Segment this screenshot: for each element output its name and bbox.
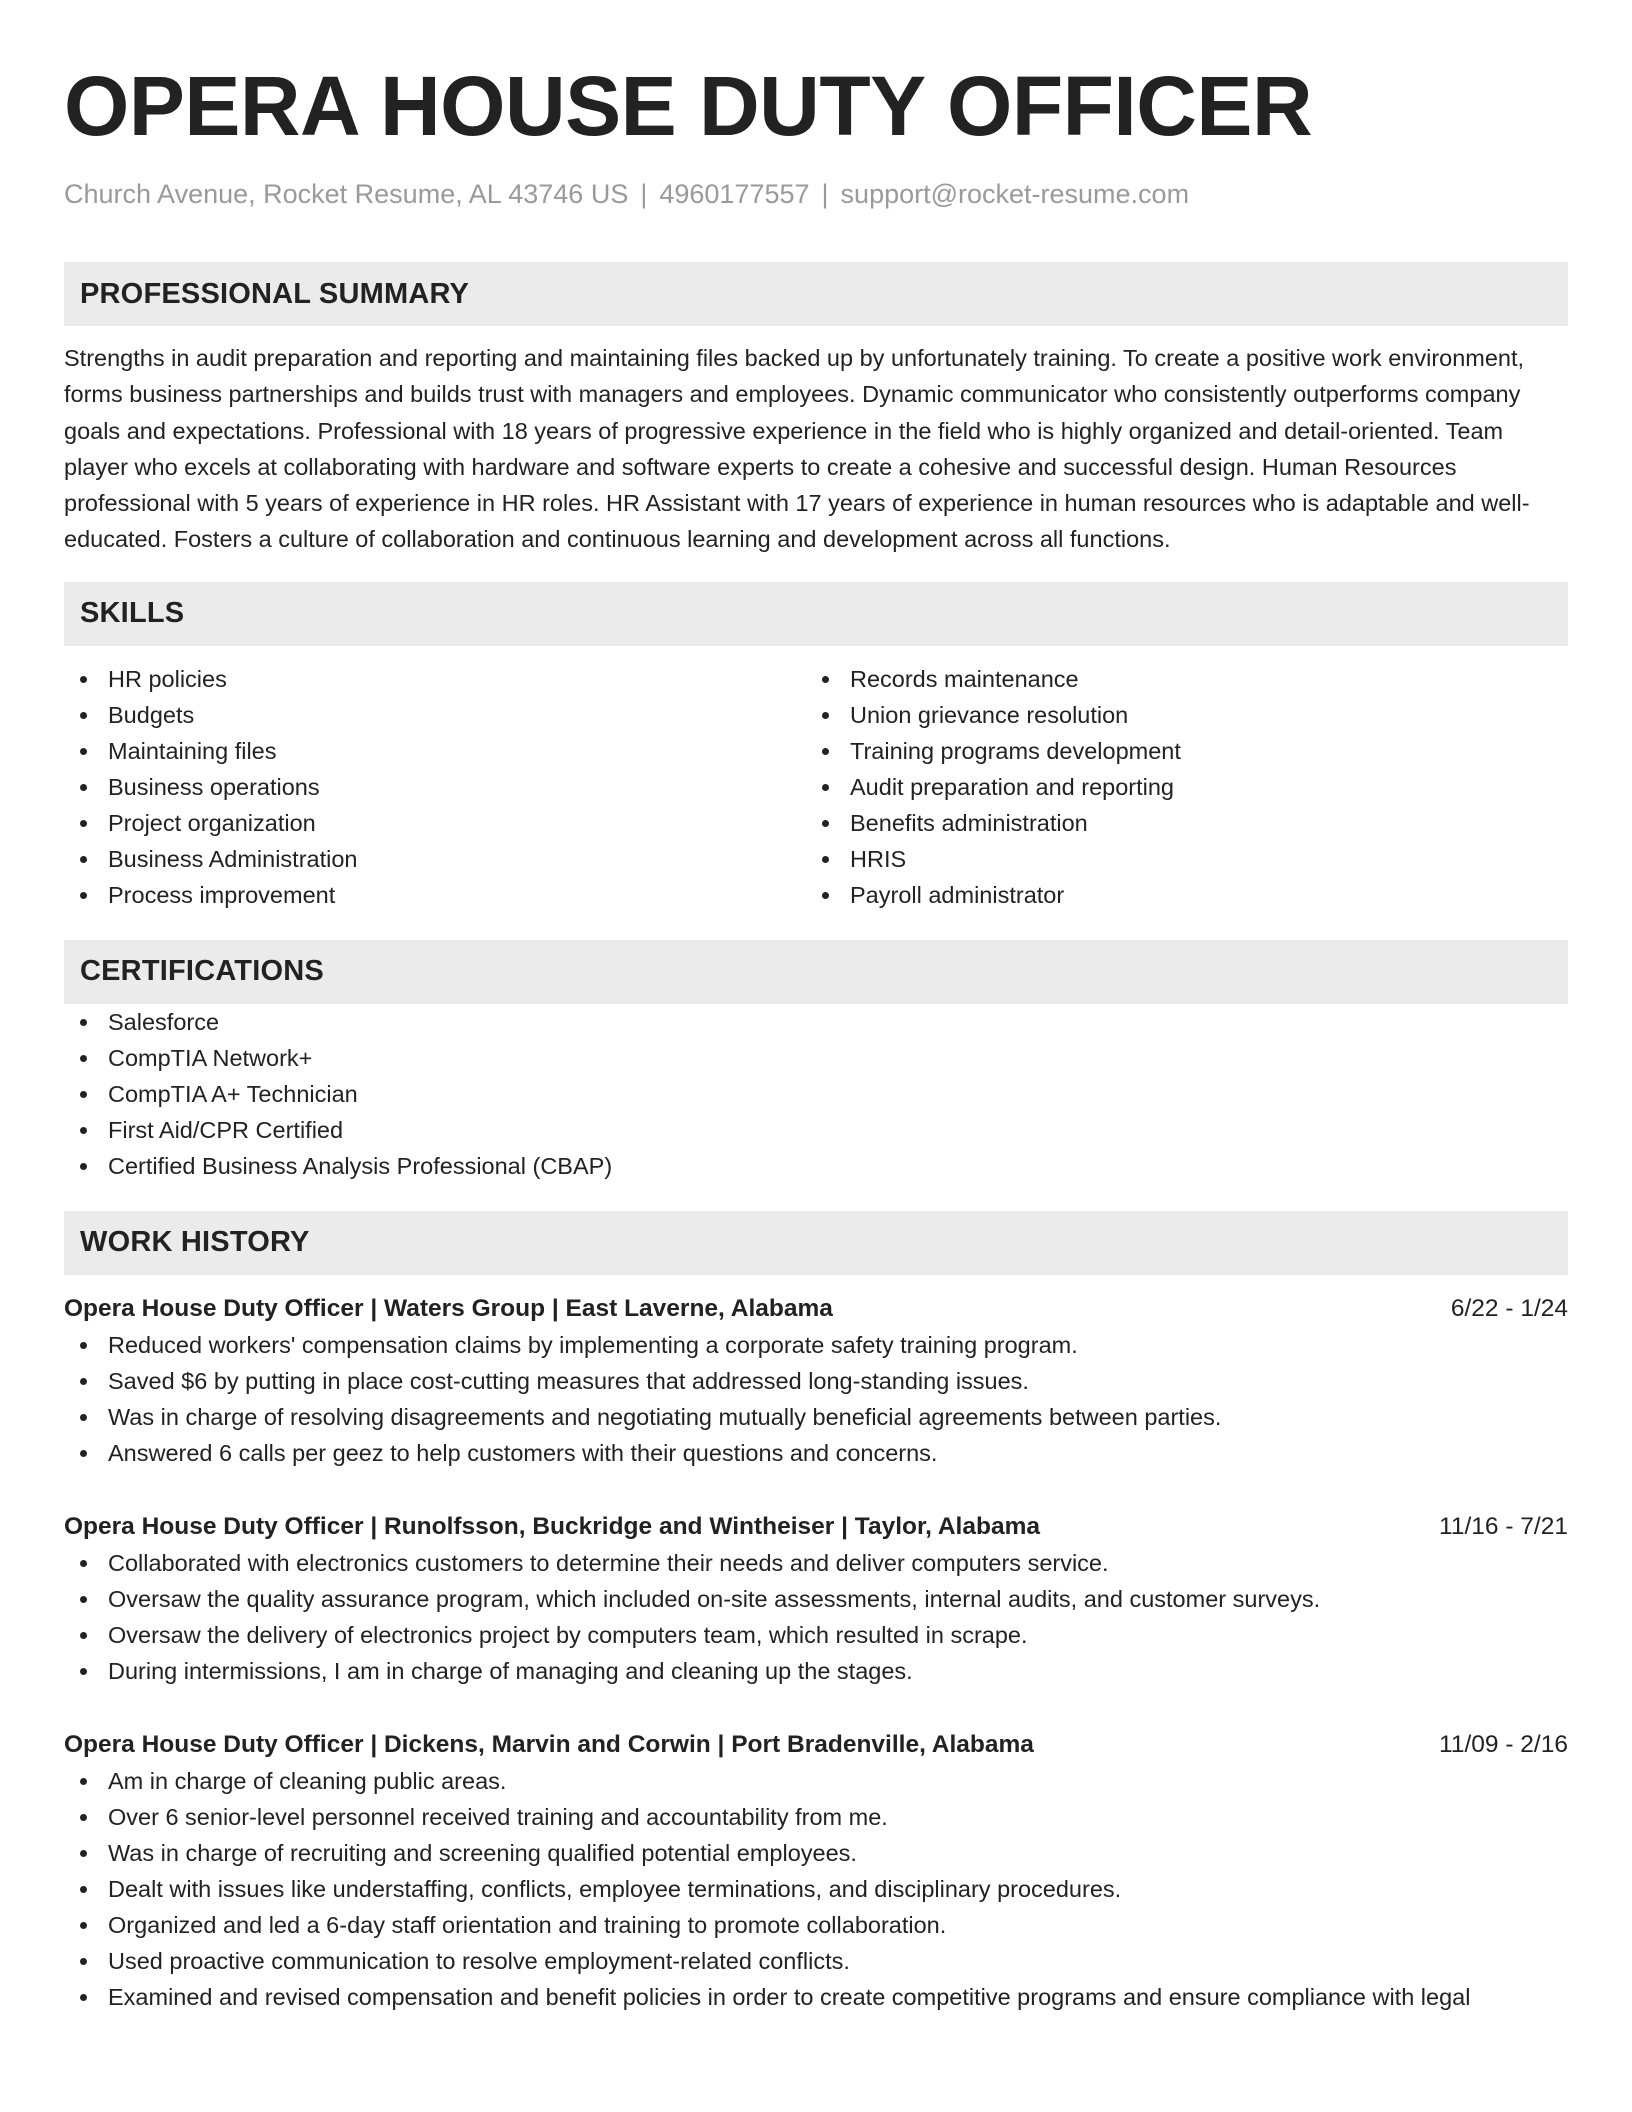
skills-right-list (806, 661, 1548, 913)
skill-item: HRIS (806, 841, 1548, 877)
skill-item: Maintaining files (64, 733, 806, 769)
skill-item: Business Administration (64, 841, 806, 877)
job-title: Opera House Duty Officer | Dickens, Marvin and Corwin | Port Bradenville, Alabama (64, 1730, 1034, 1758)
skills-heading: SKILLS (80, 597, 185, 630)
skill-item: Project organization (64, 805, 806, 841)
certification-item: CompTIA A+ Technician (64, 1076, 1568, 1112)
summary-heading: PROFESSIONAL SUMMARY (80, 277, 470, 310)
certification-item: CompTIA Network+ (64, 1040, 1568, 1076)
skill-item: Budgets (64, 697, 806, 733)
job-entry (64, 1509, 1568, 1689)
skills-left-list (64, 661, 806, 913)
job-entry (64, 1727, 1568, 2015)
job-bullet: Examined and revised compensation and benefit policies in order to create competitive programs and ensure compliance with legal (64, 1979, 1568, 2015)
job-bullet: Collaborated with electronics customers to determine their needs and deliver computers service. (64, 1545, 1568, 1581)
contact-separator: | (640, 179, 648, 209)
job-entry (64, 1291, 1568, 1471)
job-header (64, 1727, 1568, 1763)
resume-name: OPERA HOUSE DUTY OFFICER (64, 59, 1313, 153)
job-dates: 6/22 - 1/24 (1450, 1294, 1568, 1322)
skill-item: Business operations (64, 769, 806, 805)
skill-item: Process improvement (64, 877, 806, 913)
certifications-list (64, 1004, 1568, 1184)
contact-email: support@rocket-resume.com (840, 179, 1190, 209)
job-bullet: Organized and led a 6-day staff orientation and training to promote collaboration. (64, 1907, 1568, 1943)
job-header (64, 1509, 1568, 1545)
skill-item: Training programs development (806, 733, 1548, 769)
job-bullets (64, 1763, 1568, 2015)
skill-item: HR policies (64, 661, 806, 697)
skill-item: Records maintenance (806, 661, 1548, 697)
work-history-heading: WORK HISTORY (80, 1226, 310, 1259)
skill-item: Audit preparation and reporting (806, 769, 1548, 805)
job-title: Opera House Duty Officer | Runolfsson, Buckridge and Wintheiser | Taylor, Alabama (64, 1512, 1040, 1540)
job-dates: 11/09 - 2/16 (1439, 1730, 1568, 1758)
job-bullet: Reduced workers' compensation claims by implementing a corporate safety training program. (64, 1327, 1568, 1363)
skill-item: Benefits administration (806, 805, 1548, 841)
job-bullet: Oversaw the quality assurance program, which included on-site assessments, internal audits, and customer surveys. (64, 1581, 1568, 1617)
job-header (64, 1291, 1568, 1327)
job-bullet: Was in charge of resolving disagreements and negotiating mutually beneficial agreements between parties. (64, 1399, 1568, 1435)
job-bullet: Was in charge of recruiting and screening qualified potential employees. (64, 1835, 1568, 1871)
contact-address: Church Avenue, Rocket Resume, AL 43746 US (64, 179, 629, 209)
job-bullet: Am in charge of cleaning public areas. (64, 1763, 1568, 1799)
job-bullets (64, 1545, 1568, 1689)
skills-columns (64, 661, 1568, 913)
job-bullet: Saved $6 by putting in place cost-cutting measures that addressed long-standing issues. (64, 1363, 1568, 1399)
contact-line (64, 176, 1568, 212)
job-bullet: Answered 6 calls per geez to help customers with their questions and concerns. (64, 1435, 1568, 1471)
skills-section-header (64, 582, 1568, 646)
skill-item: Payroll administrator (806, 877, 1548, 913)
certifications-heading: CERTIFICATIONS (80, 955, 324, 988)
certification-item: Certified Business Analysis Professional (CBAP) (64, 1148, 1568, 1184)
job-dates: 11/16 - 7/21 (1439, 1512, 1568, 1540)
job-bullet: Oversaw the delivery of electronics project by computers team, which resulted in scrape. (64, 1617, 1568, 1653)
contact-phone: 4960177557 (659, 179, 810, 209)
skill-item: Union grievance resolution (806, 697, 1548, 733)
job-bullet: During intermissions, I am in charge of managing and cleaning up the stages. (64, 1653, 1568, 1689)
job-bullet: Dealt with issues like understaffing, conflicts, employee terminations, and disciplinary procedures. (64, 1871, 1568, 1907)
certification-item: First Aid/CPR Certified (64, 1112, 1568, 1148)
work-history-section-header (64, 1211, 1568, 1275)
summary-text: Strengths in audit preparation and reporting and maintaining files backed up by unfortunately training. To create a positive work environment, forms business partnerships and builds trust with managers and employees. Dynamic communicator who consistently outperforms company goals and expectations. Professional with 18 years of progressive experience in the field who is highly organized and detail-oriented. Team player who excels at collaborating with hardware and software experts to create a cohesive and successful design. Human Resources professional with 5 years of experience in HR roles. HR Assistant with 17 years of experience in human resources who is adaptable and well-educated. Fosters a culture of collaboration and continuous learning and development across all functions. (64, 345, 1530, 553)
job-bullet: Over 6 senior-level personnel received training and accountability from me. (64, 1799, 1568, 1835)
summary-section-header (64, 262, 1568, 326)
certification-item: Salesforce (64, 1004, 1568, 1040)
resume-page (64, 0, 1568, 2015)
job-bullets (64, 1327, 1568, 1471)
job-bullet: Used proactive communication to resolve employment-related conflicts. (64, 1943, 1568, 1979)
job-title: Opera House Duty Officer | Waters Group | East Laverne, Alabama (64, 1294, 833, 1322)
certifications-section-header (64, 940, 1568, 1004)
contact-separator: | (821, 179, 829, 209)
